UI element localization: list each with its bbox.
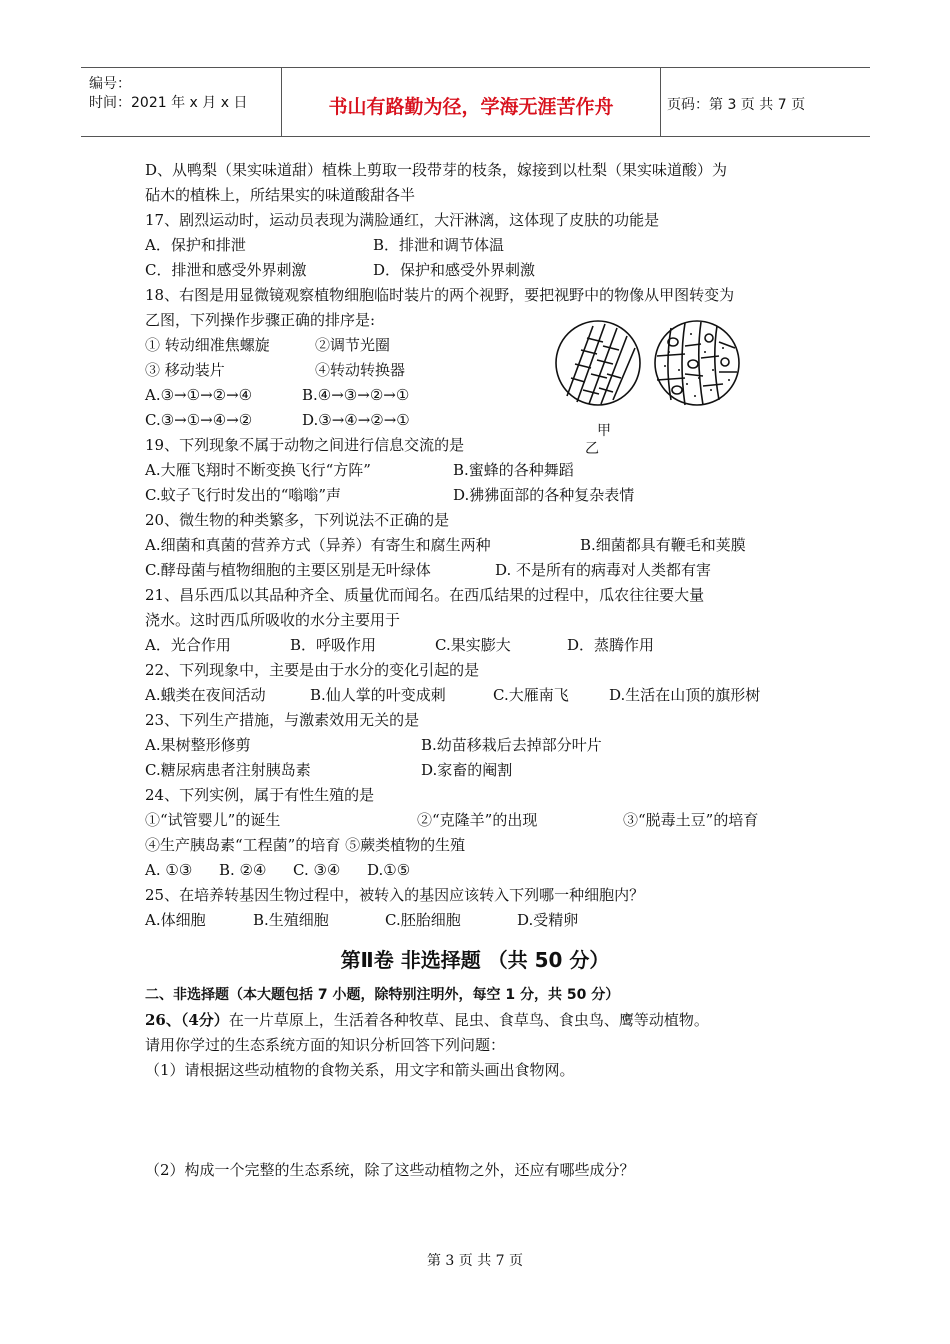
q19-option-c: C.蚊子飞行时发出的“嗡嗡”声 [145, 486, 342, 504]
q19-option-d: D.狒狒面部的各种复杂表情 [453, 486, 635, 504]
q22-option-b: B.仙人掌的叶变成刺 [310, 686, 446, 704]
q19-option-a: A.大雁飞翔时不断变换飞行“方阵” [145, 461, 371, 479]
q20-stem: 20、微生物的种类繁多，下列说法不正确的是 [145, 511, 450, 529]
q18-stem-line2: 乙图，下列操作步骤正确的排序是: [145, 311, 376, 329]
q24-item-2: ②“克隆羊”的出现 [417, 811, 538, 829]
q24-stem: 24、下列实例，属于有性生殖的是 [145, 786, 375, 804]
q22-option-c: C.大雁南飞 [493, 686, 569, 704]
microscope-figure [553, 318, 743, 458]
figure-label-jia: 甲 [597, 423, 611, 439]
header-motto-cell [281, 68, 661, 136]
q20-option-d: D. 不是所有的病毒对人类都有害 [495, 561, 712, 579]
q17-option-b: B．排泄和调节体温 [373, 236, 505, 254]
q26-instruction: 请用你学过的生态系统方面的知识分析回答下列问题： [145, 1036, 506, 1054]
q24-item-1: ①“试管婴儿”的诞生 [145, 811, 281, 829]
q23-option-c: C.糖尿病患者注射胰岛素 [145, 761, 311, 779]
q21-stem-line1: 21、昌乐西瓜以其品种齐全、质量优而闻名。在西瓜结果的过程中，瓜农往往要大量 [145, 586, 705, 604]
q24-option-b: B. ②④ [219, 861, 267, 879]
q20-option-c: C.酵母菌与植物细胞的主要区别是无叶绿体 [145, 561, 431, 579]
q23-option-d: D.家畜的阉割 [421, 761, 513, 779]
q23-option-b: B.幼苗移栽后去掉部分叶片 [421, 736, 602, 754]
q24-item-3: ③“脱毒土豆”的培育 [623, 811, 759, 829]
q25-option-d: D.受精卵 [517, 911, 579, 929]
q26-part2: （2）构成一个完整的生态系统，除了这些动植物之外，还应有哪些成分？ [145, 1161, 635, 1179]
document-header [81, 67, 870, 137]
q19-option-b: B.蜜蜂的各种舞蹈 [453, 461, 574, 479]
q21-option-d: D．蒸腾作用 [567, 636, 655, 654]
header-left-cell [81, 68, 281, 136]
q26-number: 26、（4分） [145, 1011, 229, 1029]
q23-option-a: A.果树整形修剪 [145, 736, 251, 754]
q18-step-2: ②调节光圈 [315, 336, 391, 354]
q18-step-3: ③ 移动装片 [145, 361, 225, 379]
q26-part1: （1）请根据这些动植物的食物关系，用文字和箭头画出食物网。 [145, 1061, 575, 1079]
microscope-views-illustration [553, 318, 743, 428]
q25-option-a: A.体细胞 [145, 911, 206, 929]
q25-option-c: C.胚胎细胞 [385, 911, 461, 929]
q16-option-d-line2: 砧木的植株上，所结果实的味道酸甜各半 [145, 186, 416, 204]
q18-option-a: A.③→①→②→④ [145, 386, 253, 404]
q24-option-c: C. ③④ [293, 861, 341, 879]
q17-option-a: A．保护和排泄 [145, 236, 246, 254]
q22-stem: 22、下列现象中，主要是由于水分的变化引起的是 [145, 661, 480, 679]
q17-option-c: C．排泄和感受外界刺激 [145, 261, 307, 279]
section-instructions: 二、非选择题（本大题包括 7 小题，除特别注明外，每空 1 分，共 50 分） [145, 987, 620, 1003]
q21-option-c: C.果实膨大 [435, 636, 511, 654]
q24-items-row2: ④生产胰岛素“工程菌”的培育 ⑤蕨类植物的生殖 [145, 836, 466, 854]
page-footer: 第 3 页 共 7 页 [426, 1253, 524, 1269]
q23-stem: 23、下列生产措施，与激素效用无关的是 [145, 711, 420, 729]
q20-option-a: A.细菌和真菌的营养方式（异养）有寄生和腐生两种 [145, 536, 491, 554]
q24-option-d: D.①⑤ [367, 861, 411, 879]
q18-stem-line1: 18、右图是用显微镜观察植物细胞临时装片的两个视野，要把视野中的物像从甲图转变为 [145, 286, 735, 304]
q22-option-d: D.生活在山顶的旗形树 [609, 686, 761, 704]
q18-option-b: B.④→③→②→① [302, 386, 410, 404]
figure-label-yi: 乙 [585, 441, 599, 457]
q24-option-a: A. ①③ [145, 861, 193, 879]
q16-option-d-line1: D、从鸭梨（果实味道甜）植株上剪取一段带芽的枝条，嫁接到以杜梨（果实味道酸）为 [145, 161, 728, 179]
section-title: 第Ⅱ卷 非选择题 （共 50 分） [340, 948, 610, 972]
q21-option-b: B．呼吸作用 [290, 636, 377, 654]
q17-stem: 17、剧烈运动时，运动员表现为满脸通红，大汗淋漓，这体现了皮肤的功能是 [145, 211, 660, 229]
q21-stem-line2: 浇水。这时西瓜所吸收的水分主要用于 [145, 611, 401, 629]
q18-step-4: ④转动转换器 [315, 361, 406, 379]
page-info: 页码：第 3 页 共 7 页 [667, 97, 806, 113]
q25-option-b: B.生殖细胞 [253, 911, 329, 929]
motto: 书山有路勤为径，学海无涯苦作舟 [328, 96, 614, 118]
q22-option-a: A.蛾类在夜间活动 [145, 686, 266, 704]
q25-stem: 25、在培养转基因生物过程中，被转入的基因应该转入下列哪一种细胞内？ [145, 886, 645, 904]
code-label: 编号： [89, 76, 131, 92]
q17-option-d: D．保护和感受外界刺激 [373, 261, 536, 279]
q19-stem: 19、下列现象不属于动物之间进行信息交流的是 [145, 436, 465, 454]
q18-option-c: C.③→①→④→② [145, 411, 253, 429]
q20-option-b: B.细菌都具有鞭毛和荚膜 [580, 536, 746, 554]
q21-option-a: A．光合作用 [145, 636, 231, 654]
date-label: 时间：2021 年 x 月 x 日 [89, 95, 248, 111]
q18-step-1: ① 转动细准焦螺旋 [145, 336, 270, 354]
header-right-cell [659, 68, 870, 136]
q26-stem [145, 1011, 709, 1029]
q26-text: 在一片草原上，生活着各种牧草、昆虫、食草鸟、食虫鸟、鹰等动植物。 [228, 1011, 709, 1029]
q18-option-d: D.③→④→②→① [302, 411, 410, 429]
